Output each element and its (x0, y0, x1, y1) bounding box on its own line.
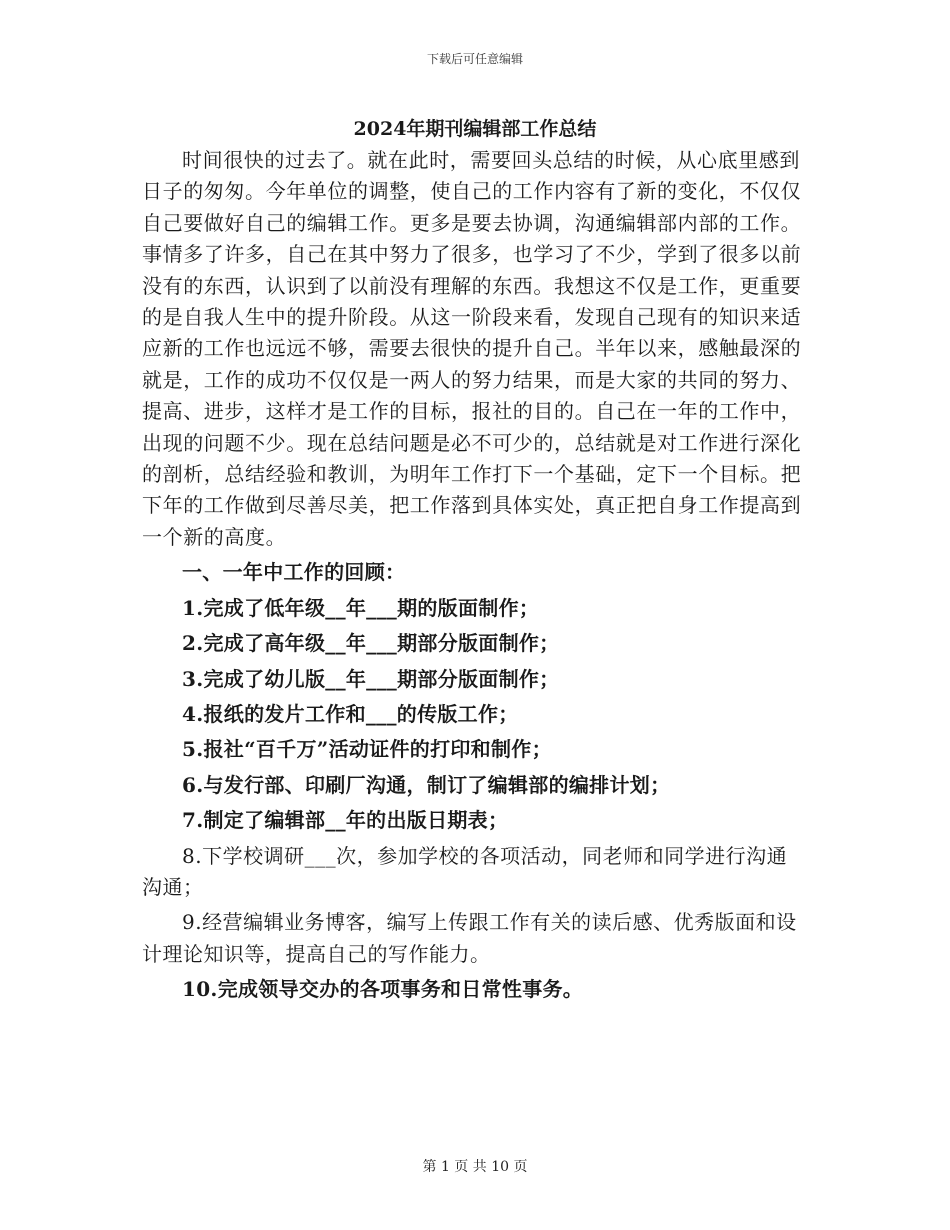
list-item: 8.下学校调研___次，参加学校的各项活动，同老师和同学进行沟通沟通； (142, 843, 788, 899)
section-heading: 一、一年中工作的回顾： (182, 560, 406, 585)
document-body (142, 145, 802, 1006)
page-number: 第 1 页 共 10 页 (422, 1159, 528, 1175)
list-item: 6.与发行部、印刷厂沟通，制订了编辑部的编排计划； (182, 772, 671, 797)
list-item: 1.完成了低年级__年___期的版面制作； (182, 595, 540, 620)
list-item: 5.报社“百千万”活动证件的打印和制作； (182, 737, 552, 762)
list-item: 9.经营编辑业务博客，编写上传跟工作有关的读后感、优秀版面和设计理论知识等，提高自己的写作能力。 (142, 910, 797, 966)
list-item: 2.完成了高年级__年___期部分版面制作； (182, 631, 560, 656)
document-title: 2024年期刊编辑部工作总结 (353, 118, 597, 140)
list-item: 7.制定了编辑部__年的出版日期表； (182, 808, 509, 833)
page-header-note: 下载后可任意编辑 (426, 52, 523, 66)
list-item: 3.完成了幼儿版__年___期部分版面制作； (182, 666, 560, 691)
list-item: 10.完成领导交办的各项事务和日常性事务。 (182, 977, 584, 1002)
intro-paragraph: 时间很快的过去了。就在此时，需要回头总结的时候，从心底里感到日子的匆匆。今年单位的调整，使自己的工作内容有了新的变化，不仅仅自己要做好自己的编辑工作。更多是要去协调，沟通编辑部内部的工作。事情多了许多，自己在其中努力了很多，也学习了不少，学到了很多以前没有的东西，认识到了以前没有理解的东西。我想这不仅是工作，更重要的是自我人生中的提升阶段。从这一阶段来看，发现自己现有的知识来适应新的工作也远远不够，需要去很快的提升自己。半年以来，感触最深的就是，工作的成功不仅仅是一两人的努力结果，而是大家的共同的努力、提高、进步，这样才是工作的目标，报社的目的。自己在一年的工作中，出现的问题不少。现在总结问题是必不可少的，总结就是对工作进行深化的剖析，总结经验和教训，为明年工作打下一个基础，定下一个目标。把下年的工作做到尽善尽美，把工作落到具体实处，真正把自身工作提高到一个新的高度。 (142, 148, 802, 549)
list-item: 4.报纸的发片工作和___的传版工作； (182, 701, 519, 726)
